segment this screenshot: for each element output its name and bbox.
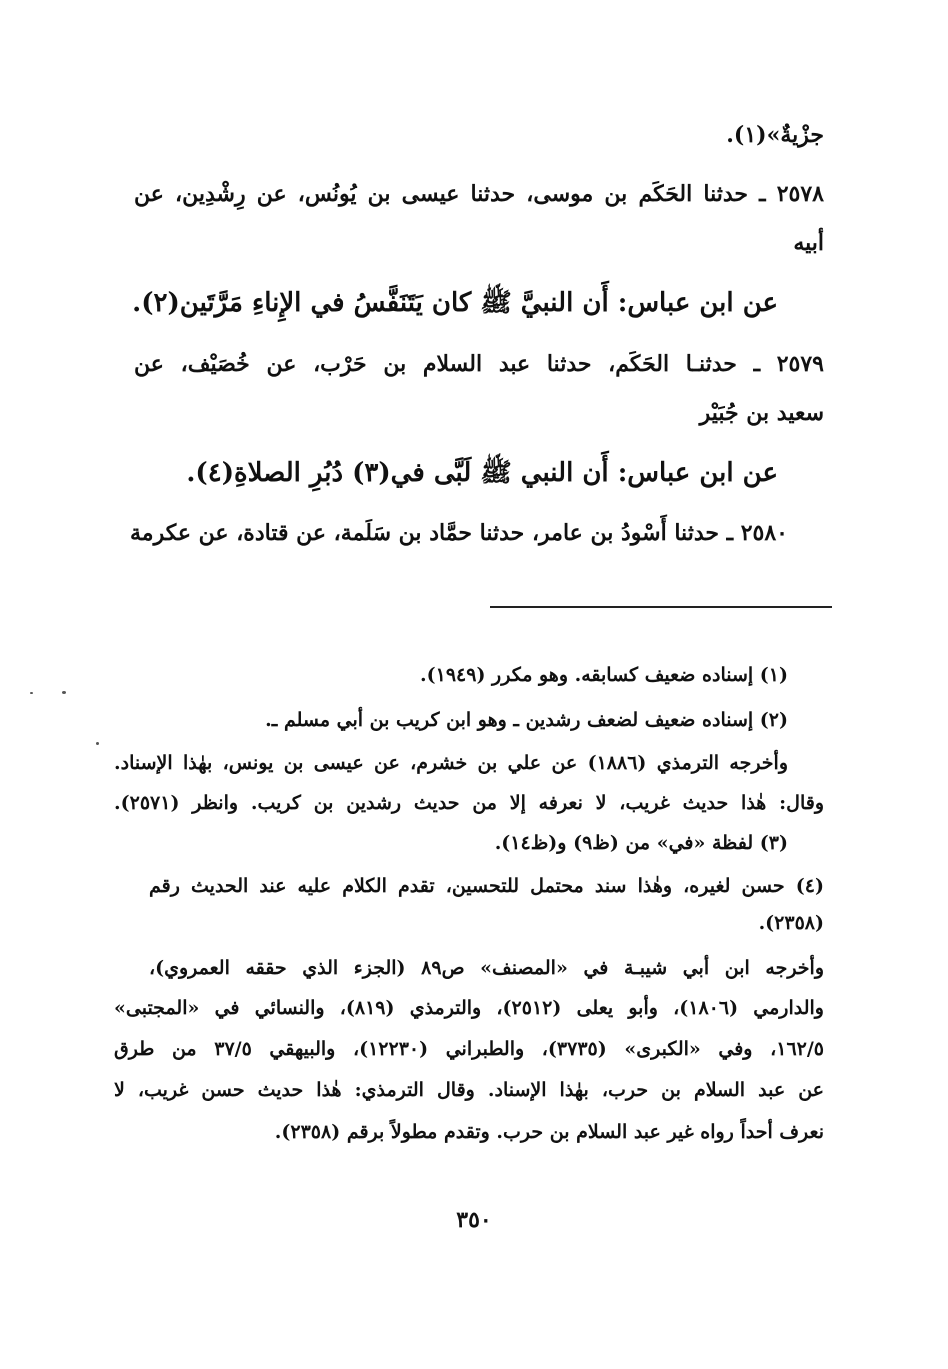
footnote-4-line1: (٤) حسن لغيره، وهٰذا سند محتمل للتحسين، تقدم الكلام عليه عند الحديث رقم [149, 875, 824, 897]
footnote-4-line7: نعرف أحداً رواه غير عبد السلام بن حرب. وتقدم مطولاً برقم (٢٣٥٨). [274, 1121, 824, 1143]
scan-speck [96, 742, 99, 745]
footnote-3: (٣) لفظة «في» من (ظ٩) و(ظ١٤). [494, 832, 788, 854]
footnote-4-line6: عن عبد السلام بن حرب، بهٰذا الإسناد. وقال الترمذي: هٰذا حديث حسن غريب، لا [114, 1079, 824, 1101]
footnote-2-line2: وأخرجه الترمذي (١٨٨٦) عن علي بن خشرم، عن عيسى بن يونس، بهٰذا الإسناد. [114, 752, 788, 774]
footnote-4-line4: والدارمي (١٨٠٦)، وأبو يعلى (٢٥١٢)، والترمذي (٨١٩)، والنسائي في «المجتبى» [114, 997, 824, 1019]
hadith-2578-text: عن ابن عباس: أَن النبيَّ ﷺ كان يَتَنَفَّسُ في الإِناءِ مَرَّتَين(٢). [132, 288, 778, 318]
scan-speck [62, 691, 66, 694]
scan-speck [30, 692, 33, 694]
page-number: ٣٥٠ [456, 1207, 492, 1233]
hadith-2579-isnad-line1: ٢٥٧٩ ـ حدثنـا الحَكَم، حدثنا عبد السلام بن حَرْب، عن خُصَيْف، عن [134, 351, 824, 377]
hadith-2578-isnad-line2: أبيه [793, 230, 824, 256]
footnote-2-line3: وقال: هٰذا حديث غريب، لا نعرفه إلا من حديث رشدين بن كريب. وانظر (٢٥٧١). [114, 792, 824, 814]
footnote-1: (١) إسناده ضعيف كسابقه. وهو مكرر (١٩٤٩). [420, 664, 788, 686]
hadith-2580-isnad-line1: ٢٥٨٠ ـ حدثنا أَسْودُ بن عامر، حدثنا حمَّاد بن سَلَمة، عن قتادة، عن عكرمة [130, 520, 788, 546]
hadith-2579-text: عن ابن عباس: أَن النبي ﷺ لَبَّى في(٣) دُبُرِ الصلاةِ(٤). [186, 458, 778, 488]
footnote-4-line3: وأخرجه ابن أبي شيبـة في «المصنف» ص٨٩ (الجزء الذي حققه العمروي)، [149, 957, 824, 979]
text-line-intro: جزْيةٌ»(١). [726, 122, 824, 148]
footnote-separator [490, 606, 832, 608]
footnote-4-line2: (٢٣٥٨). [758, 912, 824, 934]
footnote-2-line1: (٢) إسناده ضعيف لضعف رشدين ـ وهو ابن كريب بن أبي مسلم ـ. [265, 709, 788, 731]
footnote-4-line5: ١٦٢/٥، وفي «الكبرى» (٣٧٣٥)، والطبراني (١٢٢٣٠)، والبيهقي ٣٧/٥ من طرق [114, 1038, 824, 1060]
hadith-2578-isnad-line1: ٢٥٧٨ ـ حدثنا الحَكَم بن موسى، حدثنا عيسى بن يُونُس، عن رِشْدِين، عن [134, 181, 824, 207]
hadith-2579-isnad-line2: سعيد بن جُبَيْر [699, 400, 824, 426]
